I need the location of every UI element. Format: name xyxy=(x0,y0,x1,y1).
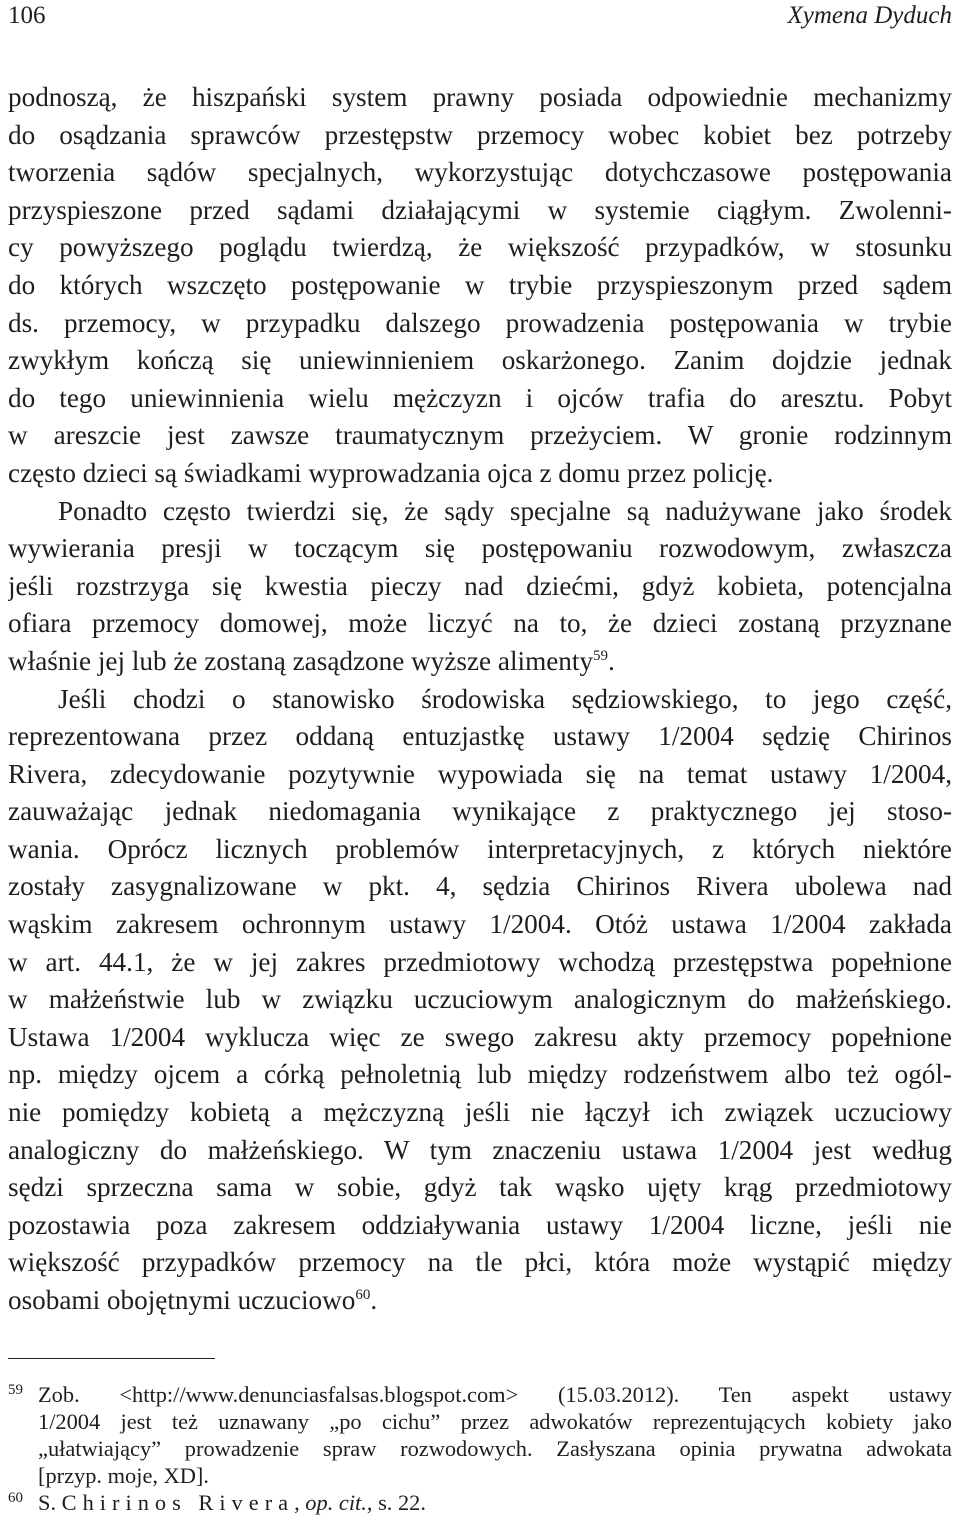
footnote-reference: 59 xyxy=(593,647,609,664)
text-line: nie pomiędzy kobietą a mężczyzną jeśli nie łączył ich związek uczuciowy xyxy=(8,1097,952,1128)
footnote-number: 60 xyxy=(8,1490,23,1506)
footnote-number: 59 xyxy=(8,1382,23,1398)
text-line: sędzi sprzeczna sama w sobie, gdyż tak wąsko ujęty krąg przedmiotowy xyxy=(8,1172,952,1203)
text-line: zauważając jednak niedomagania wynikające z praktycznego jej stoso- xyxy=(8,796,952,827)
text-line: pozostawia poza zakresem oddziaływania ustawy 1/2004 liczne, jeśli nie xyxy=(8,1209,952,1240)
text-line: wywierania presji w toczącym się postępowaniu rozwodowym, zwłaszcza xyxy=(8,533,952,564)
footnote-separator xyxy=(8,1358,215,1359)
page-number: 106 xyxy=(8,2,46,29)
text-line: analogiczny do małżeńskiego. W tym znaczeniu ustawa 1/2004 jest według xyxy=(8,1134,952,1165)
text-line: ds. przemocy, w przypadku dalszego prowadzenia postępowania w trybie xyxy=(8,307,952,338)
paragraph xyxy=(8,79,952,493)
paragraph xyxy=(8,493,952,681)
text-line: Jeśli chodzi o stanowisko środowiska sędziowskiego, to jego część, xyxy=(58,683,952,714)
text-line: np. między ojcem a córką pełnoletnią lub między rodzeństwem albo też ogól- xyxy=(8,1059,952,1090)
text-line: tworzenia sądów specjalnych, wykorzystując dotychczasowe postępowania xyxy=(8,157,952,188)
text-line: podnoszą, że hiszpański system prawny posiada odpowiednie mechanizmy xyxy=(8,82,952,112)
text-line: ofiara przemocy domowej, może liczyć na to, że dzieci zostaną przyznane xyxy=(8,608,952,639)
footnote-line xyxy=(38,1489,952,1516)
paragraph xyxy=(8,681,952,1320)
text-line: do osądzania sprawców przestępstw przemocy wobec kobiet bez potrzeby xyxy=(8,119,952,150)
line-text: osobami obojętnymi uczuciowo xyxy=(8,1285,356,1315)
text-line xyxy=(8,1282,952,1320)
footnote-reference: 60 xyxy=(355,1286,371,1303)
text-line: w art. 44.1, że w jej zakres przedmiotowy wchodzą przestępstwa popełnione xyxy=(8,946,952,977)
sentence-end: . xyxy=(370,1285,378,1315)
text-line: do których wszczęto postępowanie w trybie przyspieszonym przed sądem xyxy=(8,269,952,300)
author-name: Chirinos Rivera xyxy=(61,1490,295,1515)
footnote-line: 1/2004 jest też uznawany „po cichu” przez adwokatów reprezentujących kobiety jako xyxy=(38,1409,952,1434)
sentence-end: . xyxy=(608,645,615,676)
text-line: zostały zasygnalizowane w pkt. 4, sędzia Chirinos Rivera ubolewa nad xyxy=(8,871,952,902)
text-line xyxy=(8,643,952,681)
text-line: w areszcie jest zawsze traumatycznym przeżyciem. W gronie rodzinnym xyxy=(8,420,952,451)
footnote-line: „ułatwiający” prowadzenie spraw rozwodowych. Zasłyszana opinia prywatna adwokata xyxy=(38,1436,952,1461)
separator: , xyxy=(294,1490,306,1515)
text-line: jeśli rozstrzyga się kwestia pieczy nad dziećmi, gdyż kobieta, potencjalna xyxy=(8,570,952,601)
text-line: w małżeństwie lub w związku uczuciowym analogicznym do małżeńskiego. xyxy=(8,984,952,1015)
page-reference: , s. 22. xyxy=(366,1490,426,1515)
line-text: właśnie jej lub że zostaną zasądzone wyższe alimenty xyxy=(8,645,594,676)
page-header xyxy=(8,0,952,32)
text-line: Ustawa 1/2004 wyklucza więc ze swego zakresu akty przemocy popełnione xyxy=(8,1021,952,1052)
text-line: do tego uniewinnienia wielu mężczyzn i ojców trafia do aresztu. Pobyt xyxy=(8,382,952,413)
text-line: Rivera, zdecydowanie pozytywnie wypowiada się na temat ustawy 1/2004, xyxy=(8,758,952,789)
text-line: zwykłym kończą się uniewinnieniem oskarżonego. Zanim dojdzie jednak xyxy=(8,345,952,376)
footnote-line: [przyp. moje, XD]. xyxy=(38,1463,209,1488)
text-line: cy powyższego poglądu twierdzą, że większość przypadków, w stosunku xyxy=(8,232,952,263)
text-line: często dzieci są świadkami wyprowadzania ojca z domu przez policję. xyxy=(8,457,774,488)
text-line: większość przypadków przemocy na tle płci, która może wystąpić między xyxy=(8,1247,952,1278)
text-line: przyspieszone przed sądami działającymi w systemie ciągłym. Zwolenni- xyxy=(8,194,952,225)
footnote-60 xyxy=(8,1489,952,1516)
text-line: reprezentowana przez oddaną entuzjastkę ustawy 1/2004 sędzię Chirinos xyxy=(8,721,952,752)
footnote-59 xyxy=(8,1381,952,1489)
text-line: wąskim zakresem ochronnym ustawy 1/2004. Otóż ustawa 1/2004 zakłada xyxy=(8,909,952,940)
footnote-line: Zob. <http://www.denunciasfalsas.blogspot.com> (15.03.2012). Ten aspekt ustawy xyxy=(38,1382,952,1407)
text-line: Ponadto często twierdzi się, że sądy specjalne są nadużywane jako środek xyxy=(58,495,952,526)
body-text xyxy=(8,79,952,1320)
footnotes xyxy=(8,1381,952,1516)
author-initial: S. xyxy=(38,1490,57,1515)
op-cit: op. cit. xyxy=(305,1490,367,1515)
text-line: wania. Oprócz licznych problemów interpretacyjnych, z których niektóre xyxy=(8,833,952,864)
running-head-author: Xymena Dyduch xyxy=(787,2,952,29)
